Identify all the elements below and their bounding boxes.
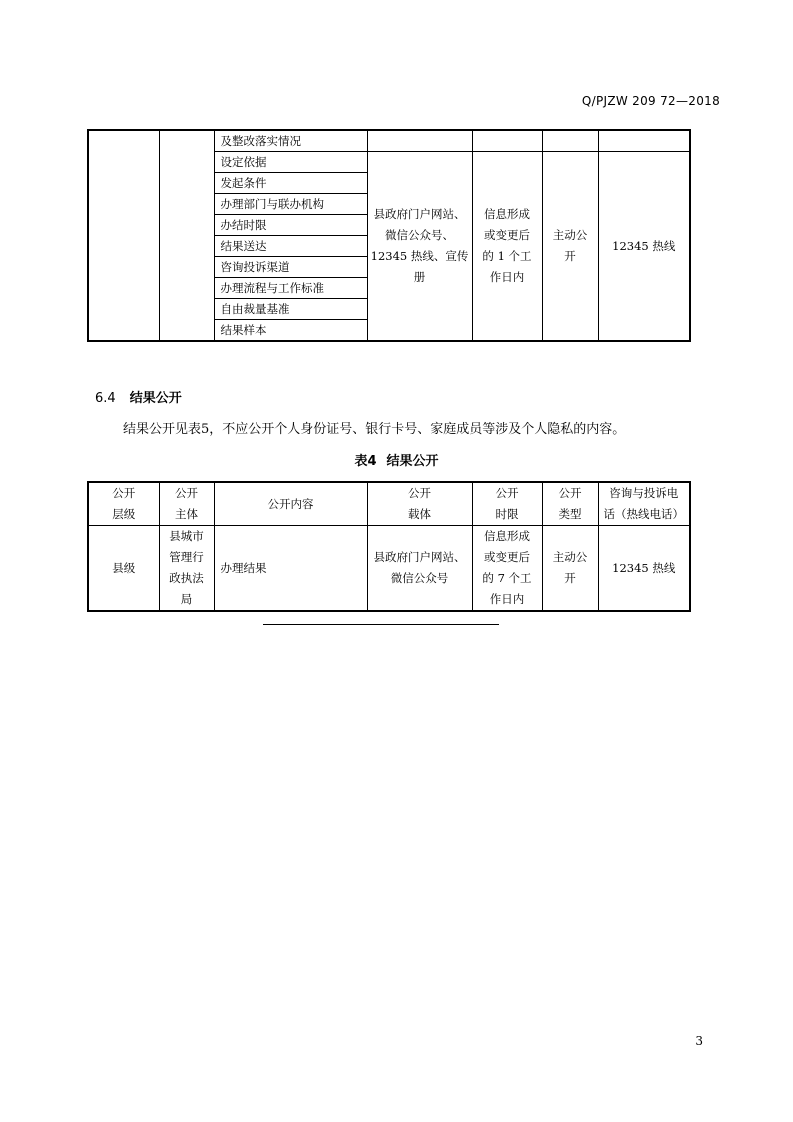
time-limit-line: 或变更后 <box>483 228 530 242</box>
time-limit-cell <box>472 152 542 342</box>
carrier-line: 县政府门户网站、 <box>373 207 466 221</box>
cell-time: 信息形成 或变更后 的 7 个工 作日内 <box>472 526 542 612</box>
table-cell-item: 设定依据 <box>214 152 367 173</box>
type-line: 主动公 <box>552 228 588 242</box>
table-cell-item: 自由裁量基准 <box>214 299 367 320</box>
table-caption <box>0 450 793 469</box>
table-caption-number: 表4 <box>354 454 377 469</box>
carrier-line: 12345 热线、宣传 <box>370 249 469 263</box>
table-cell-item: 发起条件 <box>214 173 367 194</box>
header-time: 公开 时限 <box>472 482 542 526</box>
cell-level: 县级 <box>88 526 159 612</box>
section-title: 结果公开 <box>129 391 182 406</box>
header-contact: 咨询与投诉电 话（热线电话） <box>598 482 690 526</box>
type-line: 开 <box>564 249 576 263</box>
empty-cell <box>542 130 598 152</box>
table-row <box>88 526 690 612</box>
header-content: 公开内容 <box>214 482 367 526</box>
time-limit-line: 信息形成 <box>483 207 530 221</box>
table-cell-item: 办理流程与工作标准 <box>214 278 367 299</box>
carrier-line: 册 <box>413 270 426 284</box>
empty-cell <box>598 130 690 152</box>
header-subject: 公开 主体 <box>159 482 214 526</box>
section-number: 6.4 <box>95 391 116 406</box>
time-limit-line: 作日内 <box>489 270 525 284</box>
table-header-row <box>88 482 690 526</box>
cell-content: 办理结果 <box>214 526 367 612</box>
hotline-cell: 12345 热线 <box>598 152 690 342</box>
page-number: 3 <box>695 1034 703 1048</box>
disclosure-table-continued <box>87 129 691 342</box>
cell-subject: 县城市 管理行 政执法 局 <box>159 526 214 612</box>
header-level: 公开 层级 <box>88 482 159 526</box>
time-limit-line: 的 1 个工 <box>482 249 532 263</box>
empty-cell <box>88 130 159 341</box>
cell-type: 主动公 开 <box>542 526 598 612</box>
carrier-cell <box>367 152 472 342</box>
empty-cell <box>159 130 214 341</box>
carrier-line: 微信公众号、 <box>385 228 454 242</box>
table-cell-item: 及整改落实情况 <box>214 130 367 152</box>
cell-contact: 12345 热线 <box>598 526 690 612</box>
type-cell <box>542 152 598 342</box>
empty-cell <box>367 130 472 152</box>
body-paragraph: 结果公开见表5，不应公开个人身份证号、银行卡号、家庭成员等涉及个人隐私的内容。 <box>123 422 626 437</box>
table-cell-item: 办理部门与联办机构 <box>214 194 367 215</box>
section-heading <box>95 387 182 406</box>
document-code: Q/PJZW 209 72—2018 <box>581 94 720 108</box>
table-cell-item: 办结时限 <box>214 215 367 236</box>
header-carrier: 公开 载体 <box>367 482 472 526</box>
end-rule <box>263 624 499 625</box>
cell-carrier: 县政府门户网站、 微信公众号 <box>367 526 472 612</box>
table-cell-item: 结果样本 <box>214 320 367 342</box>
header-type: 公开 类型 <box>542 482 598 526</box>
table-row <box>88 130 690 152</box>
table-caption-title: 结果公开 <box>386 454 439 469</box>
table-cell-item: 咨询投诉渠道 <box>214 257 367 278</box>
result-disclosure-table <box>87 481 691 612</box>
table-cell-item: 结果送达 <box>214 236 367 257</box>
empty-cell <box>472 130 542 152</box>
